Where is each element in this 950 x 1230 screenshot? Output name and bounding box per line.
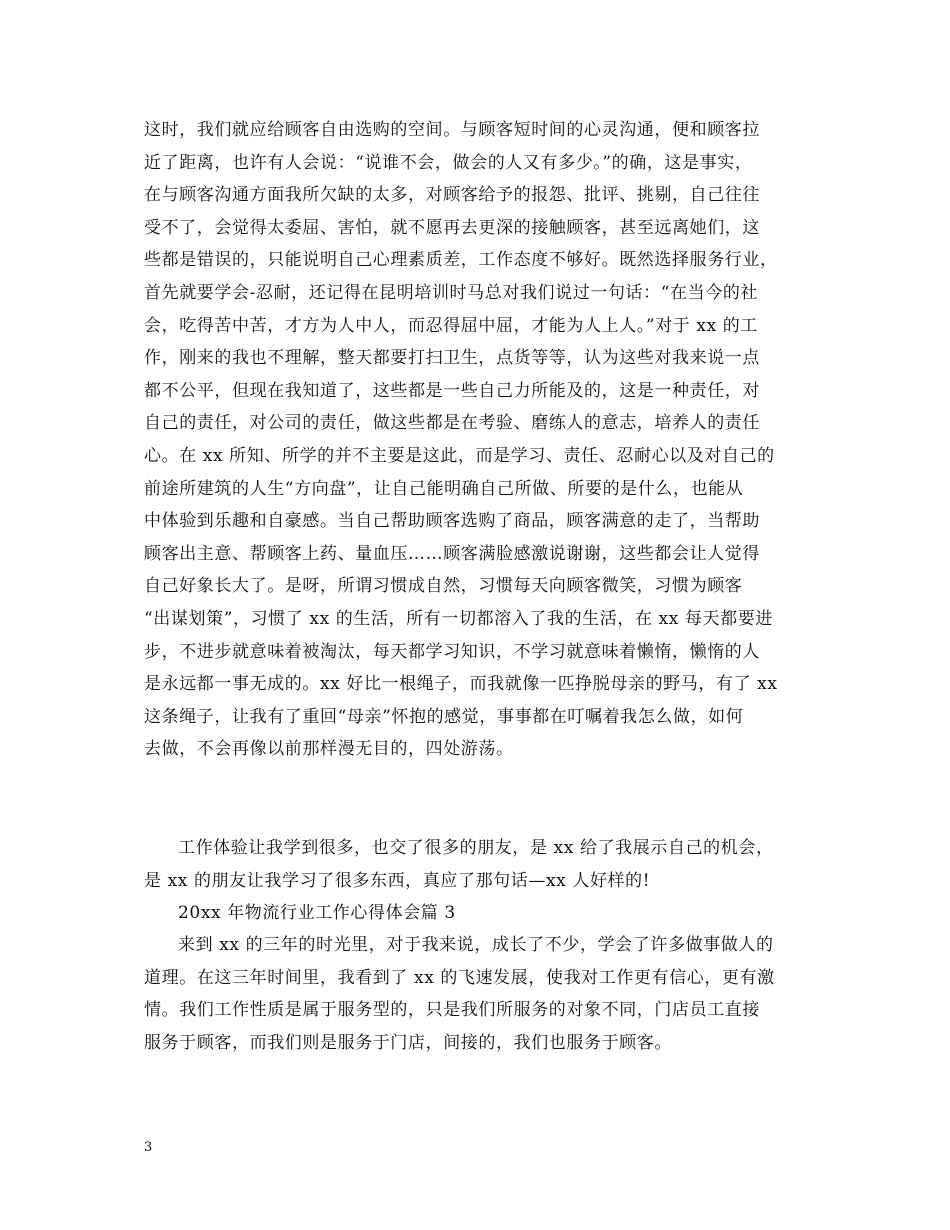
text-line: 会，吃得苦中苦，才方为人中人，而忍得屈中屈，才能为人上人。”对于 xx 的工 [144, 315, 758, 336]
text-line: “出谋划策”，习惯了 xx 的生活，所有一切都溶入了我的生活，在 xx 每天都要进 [144, 608, 773, 629]
text-line: 是永远都一事无成的。xx 好比一根绳子，而我就像一匹挣脱母亲的野马，有了 xx [144, 674, 778, 695]
text-line: 受不了，会觉得太委屈、害怕，就不愿再去更深的接触顾客，甚至远离她们，这 [144, 217, 760, 238]
page-number: 3 [144, 1140, 153, 1155]
text-line: 工作体验让我学到很多，也交了很多的朋友，是 xx 给了我展示自己的机会， [178, 838, 774, 858]
text-line-continuation: 是 xx 的朋友让我学习了很多东西，真应了那句话—xx 人好样的! [144, 870, 651, 891]
text-line: 首先就要学会-忍耐，还记得在昆明培训时马总对我们说过一句话：“在当今的社 [144, 282, 759, 303]
text-line: 这时，我们就应给顾客自由选购的空间。与顾客短时间的心灵沟通，便和顾客拉 [144, 120, 760, 140]
text-line: 自己的责任，对公司的责任，做这些都是在考验、磨练人的意志，培养人的责任 [144, 413, 760, 434]
text-line-continuation: 服务于顾客，而我们则是服务于门店，间接的，我们也服务于顾客。 [144, 1032, 672, 1053]
text-line: 在与顾客沟通方面我所欠缺的太多，对顾客给予的报怨、批评、挑剔，自己往往 [144, 185, 760, 206]
text-line: 中体验到乐趣和自豪感。当自己帮助顾客选购了商品，顾客满意的走了，当帮助 [144, 511, 760, 532]
text-line: 些都是错误的，只能说明自己心理素质差，工作态度不够好。既然选择服务行业， [144, 250, 778, 271]
heading-text: 20xx 年物流行业工作心得体会篇 3 [178, 903, 456, 923]
text-line: 自己好象长大了。是呀，所谓习惯成自然，习惯每天向顾客微笑，习惯为顾客 [144, 576, 743, 597]
text-line-continuation: 道理。在这三年时间里，我看到了 xx 的飞速发展，使我对工作更有信心，更有激 [144, 967, 775, 988]
text-line: 步，不进步就意味着被淘汰，每天都学习知识，不学习就意味着懒惰，懒惰的人 [144, 641, 760, 662]
text-line: 去做，不会再像以前那样漫无目的，四处游荡。 [144, 739, 514, 760]
text-line: 都不公平，但现在我知道了，这些都是一些自己力所能及的，这是一种责任，对 [144, 380, 760, 401]
paragraph-customer-communication [144, 114, 809, 766]
text-line: 作，刚来的我也不理解，整天都要打扫卫生，点货等等，认为这些对我来说一点 [144, 348, 760, 369]
text-line: 这条绳子，让我有了重回“母亲”怀抱的感觉，事事都在叮嘱着我怎么做，如何 [144, 706, 744, 727]
section-heading [144, 897, 809, 930]
paragraph-three-years [144, 929, 809, 1059]
text-line: 来到 xx 的三年的时光里，对于我来说，成长了不少，学会了许多做事做人的 [178, 935, 774, 955]
text-line: 顾客出主意、帮顾客上药、量血压……顾客满脸感激说谢谢，这些都会让人觉得 [144, 543, 760, 564]
text-line: 前途所建筑的人生“方向盘”，让自己能明确自己所做、所要的是什么，也能从 [144, 478, 744, 499]
text-line: 心。在 xx 所知、所学的并不主要是这此，而是学习、责任、忍耐心以及对自己的 [144, 445, 775, 466]
text-line-continuation: 情。我们工作性质是属于服务型的，只是我们所服务的对象不同，门店员工直接 [144, 1000, 760, 1021]
paragraph-work-experience [144, 832, 809, 897]
text-line: 近了距离，也许有人会说：“说谁不会，做会的人又有多少。”的确，这是事实， [144, 152, 753, 173]
